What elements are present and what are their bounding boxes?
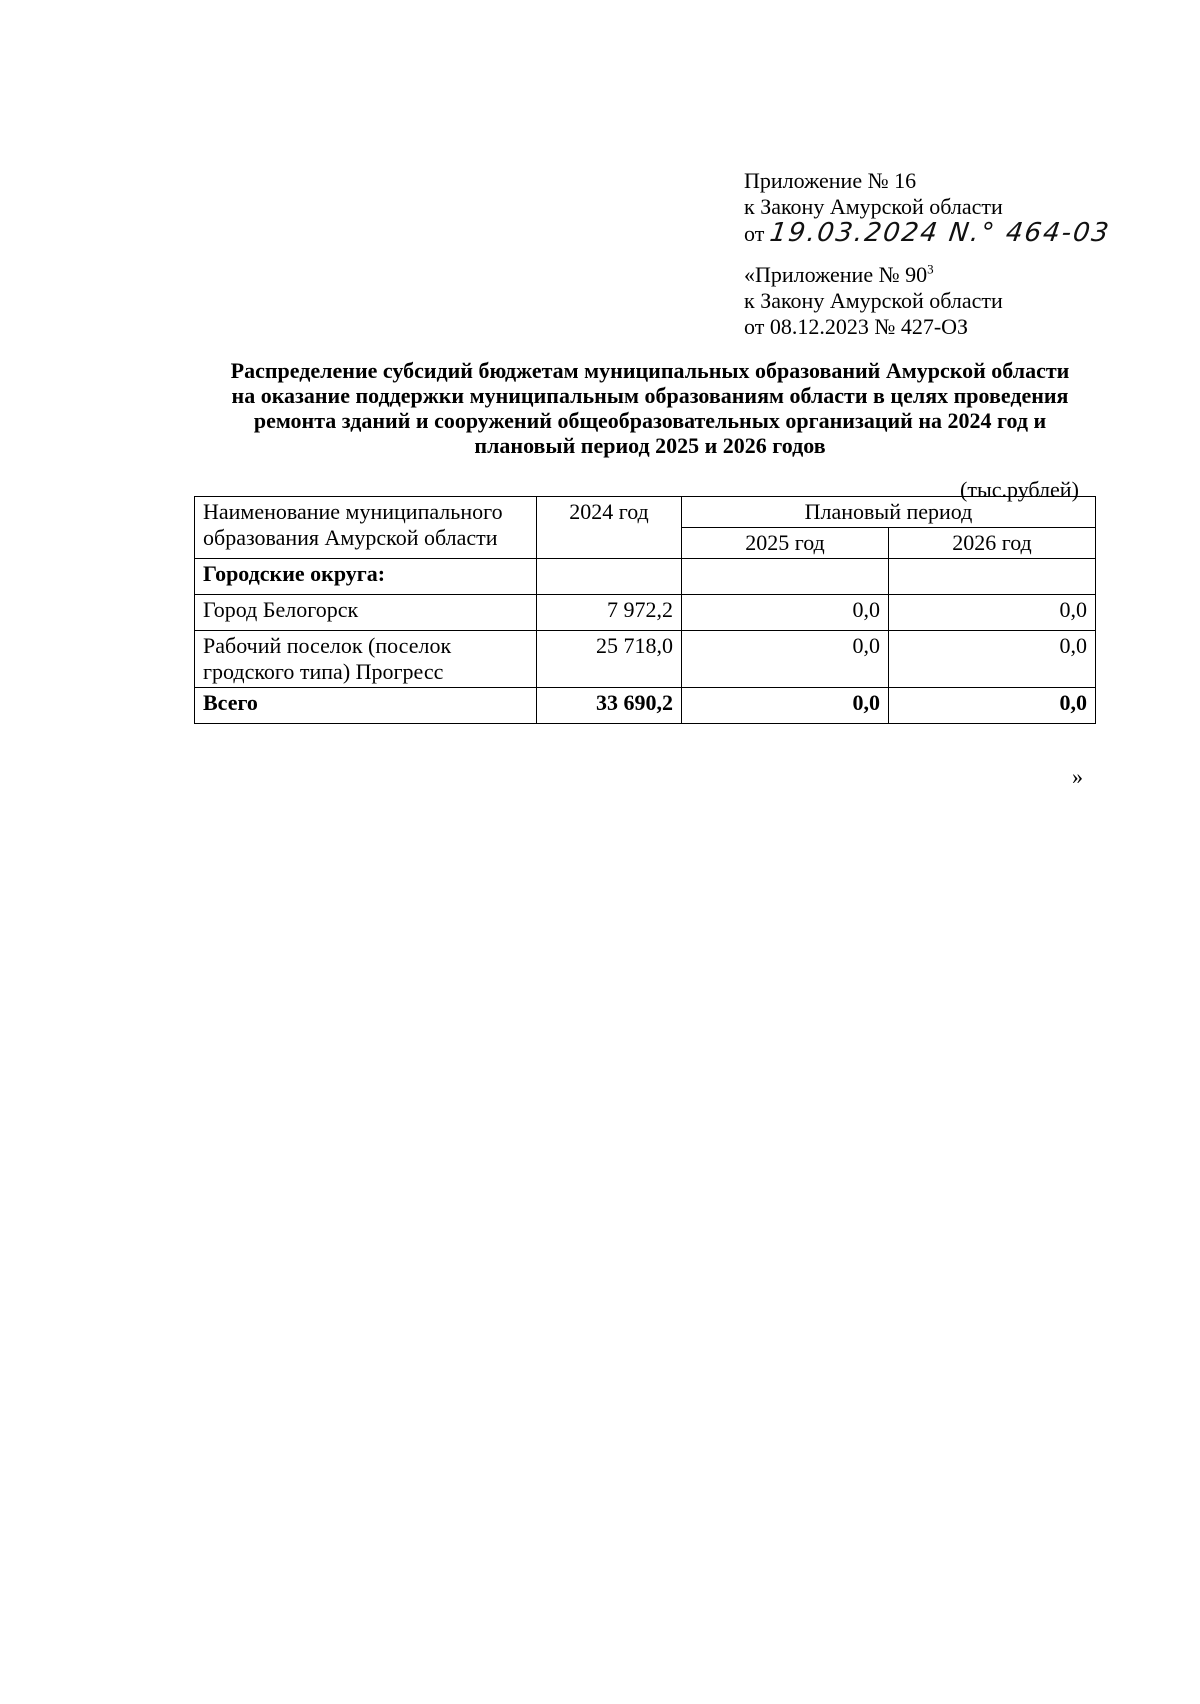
appendix-date-line: [744, 218, 1113, 248]
units-label: (тыс.рублей): [960, 477, 1079, 502]
total-label: Всего: [195, 688, 537, 724]
total-2025: 0,0: [682, 688, 889, 724]
total-row: [195, 688, 1096, 724]
appendix-date-prefix: от: [744, 221, 765, 246]
row-2025: 0,0: [682, 595, 889, 631]
title-line: ремонта зданий и сооружений общеобразовательных организаций на 2024 год и: [253, 408, 1047, 433]
amended-appendix-header: [744, 262, 1003, 340]
empty-cell: [682, 559, 889, 595]
section-label: Городские округа:: [195, 559, 537, 595]
row-name: Город Белогорск: [195, 595, 537, 631]
header-2024: 2024 год: [537, 497, 682, 559]
total-2026: 0,0: [889, 688, 1096, 724]
appendix-header: [744, 168, 1113, 248]
total-2024: 33 690,2: [537, 688, 682, 724]
table-row: [195, 631, 1096, 688]
empty-cell: [537, 559, 682, 595]
header-2025: 2025 год: [682, 528, 889, 559]
amended-appendix-law-ref: к Закону Амурской области: [744, 288, 1003, 313]
row-name: Рабочий поселок (поселок гродского типа) Прогресс: [195, 631, 537, 688]
row-2025: 0,0: [682, 631, 889, 688]
row-2026: 0,0: [889, 595, 1096, 631]
title-line: плановый период 2025 и 2026 годов: [474, 433, 826, 458]
closing-quote: »: [1072, 764, 1083, 789]
title-line: на оказание поддержки муниципальным образованиям области в целях проведения: [231, 383, 1069, 408]
header-name: Наименование муниципального образования Амурской области: [195, 497, 537, 559]
header-row: [195, 497, 1096, 528]
header-2026: 2026 год: [889, 528, 1096, 559]
appendix-law-ref: к Закону Амурской области: [744, 194, 1003, 219]
amended-appendix-date: от 08.12.2023 № 427-ОЗ: [744, 314, 969, 339]
empty-cell: [889, 559, 1096, 595]
row-2024: 25 718,0: [537, 631, 682, 688]
handwritten-date-number: 19.03.2024 N.° 464-03: [767, 218, 1113, 248]
row-2024: 7 972,2: [537, 595, 682, 631]
subsidy-table: [194, 496, 1096, 724]
header-planned-period: Плановый период: [682, 497, 1096, 528]
title-line: Распределение субсидий бюджетам муниципальных образований Амурской области: [230, 358, 1070, 383]
section-row: [195, 559, 1096, 595]
row-2026: 0,0: [889, 631, 1096, 688]
amended-appendix-number: «Приложение № $90^3$: [744, 261, 934, 287]
document-title: [180, 358, 1120, 458]
appendix-number: Приложение № 16: [744, 168, 917, 193]
superscript: 3: [927, 261, 934, 277]
table-row: [195, 595, 1096, 631]
